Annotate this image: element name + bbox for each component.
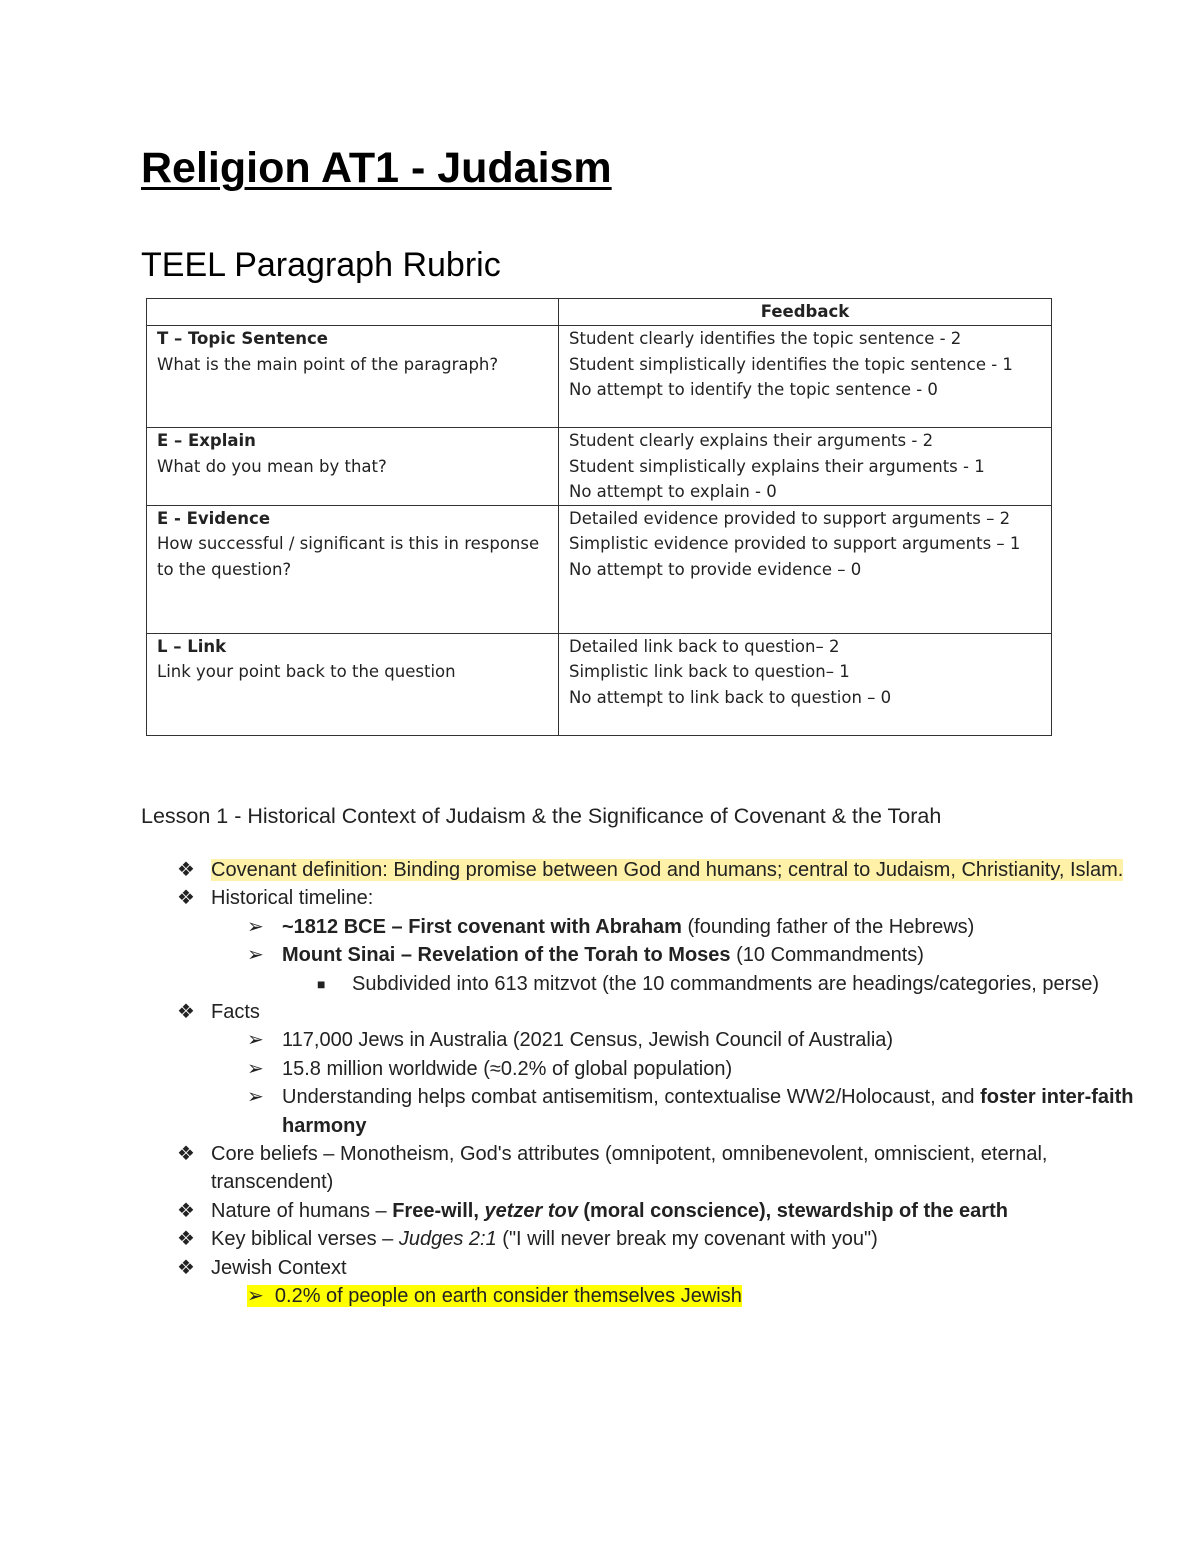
rubric-row-explain xyxy=(147,428,1052,506)
rubric-feedback-cell xyxy=(559,633,1052,735)
list-item-fact-australia xyxy=(141,1026,1141,1054)
criterion-name: E - Evidence xyxy=(157,508,271,528)
criterion-question: What is the main point of the paragraph? xyxy=(157,354,499,374)
feedback-line: No attempt to identify the topic sentence - 0 xyxy=(569,380,938,399)
list-item-text: Core beliefs – Monotheism, God's attributes (omnipotent, omnibenevolent, omniscient, eternal, transcendent) xyxy=(211,1143,1048,1194)
list-item-sinai xyxy=(141,941,1141,969)
diamond-bullet-icon: ❖ xyxy=(177,1001,195,1024)
highlighted-text: Covenant definition: Binding promise between God and humans; central to Judaism, Christianity, Islam. xyxy=(211,859,1124,881)
rubric-feedback-cell xyxy=(559,428,1052,506)
lesson-heading: Lesson 1 - Historical Context of Judaism & the Significance of Covenant & the Torah xyxy=(141,804,942,828)
bold-text: foster inter-faith harmony xyxy=(282,1086,1134,1137)
arrow-bullet-icon: ➢ xyxy=(247,1029,264,1052)
rubric-criterion-cell xyxy=(147,633,559,735)
bold-text: (moral conscience), stewardship of the earth xyxy=(577,1199,1008,1222)
criterion-question: Link your point back to the question xyxy=(157,662,456,681)
list-item-text: (founding father of the Hebrews) xyxy=(681,915,975,938)
rubric-header-row xyxy=(147,299,1052,326)
diamond-bullet-icon: ❖ xyxy=(177,1228,195,1251)
list-item-text: Jewish Context xyxy=(211,1256,347,1279)
list-item-covenant-definition xyxy=(141,856,1141,884)
teel-rubric-table xyxy=(146,298,1052,736)
feedback-line: No attempt to provide evidence – 0 xyxy=(569,559,862,579)
arrow-bullet-icon: ➢ xyxy=(247,944,264,967)
italic-text: Judges 2:1 xyxy=(398,1228,497,1251)
document-title: Religion AT1 - Judaism xyxy=(141,144,612,192)
rubric-row-link xyxy=(147,633,1052,735)
list-item-text: Subdivided into 613 mitzvot (the 10 commandments are headings/categories, perse) xyxy=(352,972,1100,995)
arrow-bullet-icon: ➢ xyxy=(247,1285,264,1308)
list-item-mitzvot xyxy=(141,970,1141,998)
criterion-question: What do you mean by that? xyxy=(157,456,387,476)
list-item-text: Historical timeline: xyxy=(211,887,374,910)
feedback-line: Detailed link back to question– 2 xyxy=(569,636,840,656)
highlighted-text xyxy=(247,1285,742,1307)
diamond-bullet-icon: ❖ xyxy=(177,859,195,881)
list-item-fact-worldwide xyxy=(141,1055,1141,1083)
list-item-nature-of-humans xyxy=(141,1197,1141,1225)
diamond-bullet-icon: ❖ xyxy=(177,887,195,910)
bold-italic-text: yetzer tov xyxy=(484,1199,578,1222)
list-item-jewish-context xyxy=(141,1254,1141,1282)
feedback-line: Student simplistically explains their arguments - 1 xyxy=(569,456,985,476)
rubric-feedback-cell xyxy=(559,505,1052,633)
feedback-line: No attempt to explain - 0 xyxy=(569,482,777,501)
feedback-line: Simplistic link back to question– 1 xyxy=(569,662,850,681)
rubric-row-evidence xyxy=(147,505,1052,633)
list-item-text: Key biblical verses – xyxy=(211,1228,399,1251)
feedback-line: Student simplistically identifies the topic sentence - 1 xyxy=(569,354,1013,374)
rubric-feedback-cell xyxy=(559,326,1052,428)
diamond-bullet-icon: ❖ xyxy=(177,1199,195,1222)
criterion-name: E – Explain xyxy=(157,431,256,450)
arrow-bullet-icon: ➢ xyxy=(247,1057,264,1080)
list-item-text: Facts xyxy=(211,1001,260,1024)
bold-text: Mount Sinai – Revelation of the Torah to Moses xyxy=(282,944,731,967)
square-bullet-icon: ■ xyxy=(317,975,326,992)
rubric-header-criteria xyxy=(147,299,559,326)
list-item-text: (10 Commandments) xyxy=(730,944,924,967)
list-item-timeline xyxy=(141,884,1141,912)
list-item-text: Understanding helps combat antisemitism, contextualise WW2/Holocaust, and xyxy=(282,1086,981,1109)
list-item-abraham xyxy=(141,913,1141,941)
rubric-title: TEEL Paragraph Rubric xyxy=(141,246,501,284)
list-item-biblical-verses xyxy=(141,1225,1141,1253)
criterion-name: L – Link xyxy=(157,636,227,656)
list-item-text: 0.2% of people on earth consider themselves Jewish xyxy=(274,1285,742,1308)
arrow-bullet-icon: ➢ xyxy=(247,1086,264,1109)
feedback-line: No attempt to link back to question – 0 xyxy=(569,687,892,707)
list-item-text: ("I will never break my covenant with you") xyxy=(496,1228,878,1251)
feedback-line: Student clearly identifies the topic sentence - 2 xyxy=(569,329,962,348)
bold-text: ~1812 BCE – First covenant with Abraham xyxy=(282,915,682,938)
list-item-text: Nature of humans – xyxy=(211,1199,393,1222)
rubric-criterion-cell xyxy=(147,326,559,428)
feedback-line: Detailed evidence provided to support arguments – 2 xyxy=(569,508,1011,528)
rubric-header-feedback: Feedback xyxy=(559,299,1052,326)
diamond-bullet-icon: ❖ xyxy=(177,1143,195,1166)
diamond-bullet-icon: ❖ xyxy=(177,1256,195,1279)
feedback-line: Simplistic evidence provided to support arguments – 1 xyxy=(569,534,1021,553)
criterion-question: How successful / significant is this in response to the question? xyxy=(157,534,540,579)
feedback-line: Student clearly explains their arguments - 2 xyxy=(569,431,934,450)
rubric-row-topic xyxy=(147,326,1052,428)
list-item-core-beliefs xyxy=(141,1140,1141,1197)
criterion-name: T – Topic Sentence xyxy=(157,329,329,348)
list-item-text: 15.8 million worldwide (≈0.2% of global population) xyxy=(282,1057,733,1080)
arrow-bullet-icon: ➢ xyxy=(247,915,264,938)
list-item-facts xyxy=(141,998,1141,1026)
bold-text: Free-will, xyxy=(392,1199,485,1222)
list-item-jewish-context-fact xyxy=(141,1282,1141,1310)
rubric-criterion-cell xyxy=(147,428,559,506)
rubric-criterion-cell xyxy=(147,505,559,633)
list-item-fact-understanding xyxy=(141,1083,1141,1140)
list-item-text: 117,000 Jews in Australia (2021 Census, Jewish Council of Australia) xyxy=(282,1029,894,1052)
lesson-notes-list xyxy=(141,856,1141,1311)
